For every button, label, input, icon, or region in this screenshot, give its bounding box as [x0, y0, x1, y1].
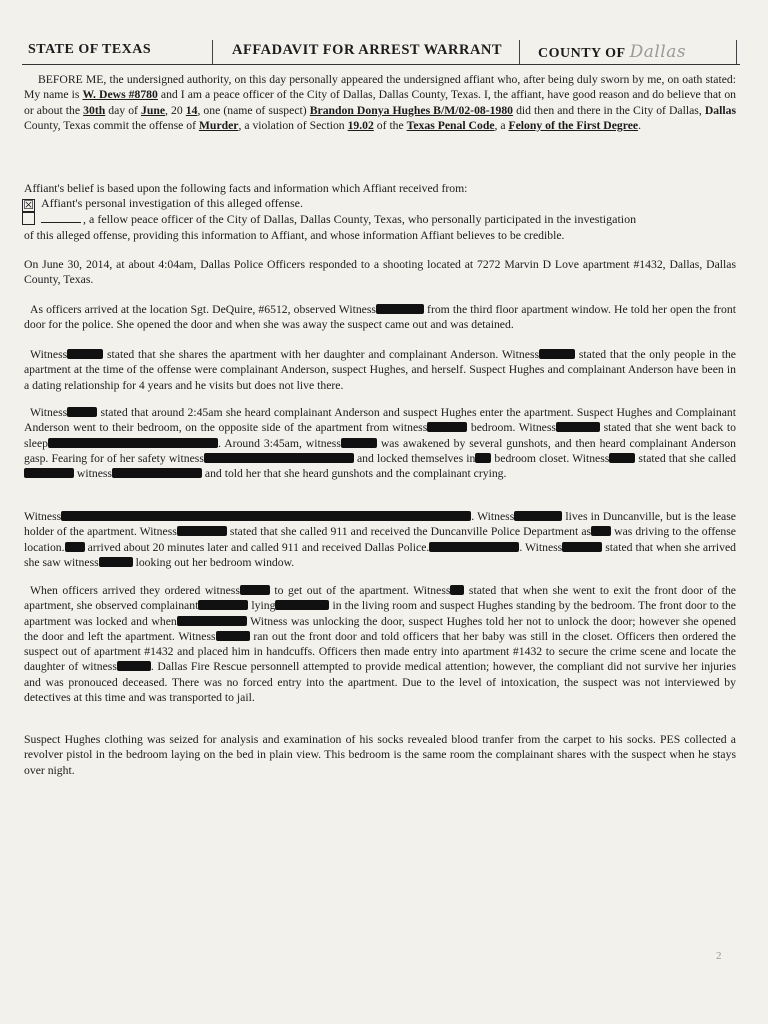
text: witness [74, 467, 112, 481]
page-number: 2 [716, 950, 722, 962]
redaction-bar [204, 453, 354, 463]
redaction-bar [609, 453, 635, 463]
paragraph-lease-holder [24, 509, 736, 570]
penal-section: 19.02 [347, 118, 374, 132]
text: from the third floor apartment window. He told her open the front door for the police. She opened the door and when she was away the suspect came out and was detained. [24, 303, 736, 332]
text: Witness [30, 348, 68, 361]
intro-paragraph [24, 72, 736, 133]
felony-degree: Felony of the First Degree [508, 118, 639, 132]
text: stated that the only people in the apartment at the time of the offense were complainant Anderson, suspect Hughes, and herself. Suspect Hughes and complainant Anderson have been in a dating relationship for 4 years and he visits but does not live there. [24, 348, 736, 392]
text: stated that when she went to exit the front door of the apartment, she observed complainant [24, 584, 736, 613]
text: and locked themselves in [353, 451, 476, 465]
intro-text: , 20 [165, 103, 186, 117]
redaction-bar [427, 422, 467, 432]
intro-text: day of [105, 103, 141, 117]
intro-text: of the [373, 118, 407, 132]
option-label: Affiant's personal investigation of this alleged offense. [41, 196, 303, 210]
redaction-bar [275, 600, 329, 610]
text: stated that when she arrived she saw witness [24, 540, 736, 569]
text: Witness [24, 510, 62, 523]
intro-text: and I am a peace officer of the City of Dallas, Dallas County, Texas. I, the affiant, have good reason and do believe that on or about the [24, 88, 737, 117]
text: bedroom closet. Witness [491, 451, 610, 465]
intro-text: , a violation of Section [238, 118, 348, 132]
redaction-bar [556, 422, 600, 432]
redaction-bar [24, 468, 74, 478]
officer-name-blank [41, 212, 81, 223]
redaction-bar [177, 526, 227, 536]
redaction-bar [65, 542, 85, 552]
header-divider [736, 40, 737, 64]
header-divider [519, 40, 520, 64]
offense-month: June [140, 103, 166, 117]
document-header [22, 40, 740, 66]
text: was awakened by several gunshots, and then heard complainant Anderson gasp. Fearing for of her safety witness [24, 436, 736, 465]
intro-text: , a [494, 118, 509, 132]
text: lying [248, 599, 276, 613]
text: lives in Duncanville, but is the lease holder of the apartment. Witness [24, 510, 736, 539]
redaction-bar [475, 453, 491, 463]
county-label: COUNTY OF [538, 46, 626, 61]
text: . Witness [519, 540, 563, 554]
redaction-bar [514, 511, 562, 521]
redaction-bar [48, 438, 218, 448]
redaction-bar [562, 542, 602, 552]
redaction-bar [117, 661, 151, 671]
offense-year: 14 [185, 103, 198, 117]
redaction-bar [341, 438, 377, 448]
redaction-bar [99, 557, 133, 567]
text: . Dallas Fire Rescue personnell attempted to provide medical attention; however, the compliant did not survive her injuries and was pronouced deceased. There was no forced entry into the apartment. Due to the level of intoxication, the suspect was not interviewed by detectives at this time and was transported to jail. [24, 660, 737, 705]
redaction-bar [112, 468, 202, 478]
text: stated that she went back to sleep [24, 421, 736, 450]
text: stated that she shares the apartment with her daughter and complainant Anderson. Witness [103, 348, 540, 361]
intro-text: . [638, 118, 642, 132]
penal-code: Texas Penal Code [406, 118, 495, 132]
document-title: AFFADAVIT FOR ARREST WARRANT [232, 42, 503, 58]
redaction-bar [67, 349, 103, 359]
belief-option-personal [22, 196, 303, 212]
redaction-bar [177, 616, 247, 626]
belief-option-officer [22, 212, 636, 227]
suspect-name: Brandon Donya Hughes B/M/02-08-1980 [309, 103, 514, 117]
redaction-bar [61, 511, 471, 521]
checkbox-empty-icon[interactable] [22, 212, 35, 225]
header-rule [22, 64, 740, 65]
text: stated that she called 911 and received the Duncanville Police Department as [226, 525, 592, 539]
text: . Witness [471, 510, 515, 523]
text: Witness was unlocking the door, suspect Hughes told her not to unlock the door; however she opened the door and left the apartment. Witness [24, 614, 736, 643]
redaction-bar [429, 542, 519, 552]
option-label: , a fellow peace officer of the City of Dallas, Dallas County, Texas, who personally participated in the investigation [83, 212, 637, 226]
offense-county: Dallas [704, 103, 736, 117]
county-field [538, 42, 686, 62]
redaction-bar [376, 304, 424, 314]
redaction-bar [216, 631, 250, 641]
text: . Around 3:45am, witness [218, 436, 341, 450]
officer-name: W. Dews #8780 [82, 88, 158, 102]
intro-text: BEFORE ME, the undersigned authority, on this day personally appeared the undersigned affiant who, after being duly sworn by me, on oath stated: My name is [24, 73, 736, 102]
intro-text: County, Texas commit the offense of [24, 118, 199, 132]
text: bedroom. Witness [467, 421, 556, 435]
redaction-bar [591, 526, 611, 536]
redaction-bar [450, 585, 464, 595]
paragraph-officers-arrive [24, 583, 736, 705]
intro-text: did then and there in the City of Dallas, [513, 103, 705, 117]
text: stated that she called [635, 451, 736, 465]
text: Witness [30, 406, 68, 419]
paragraph-evidence: Suspect Hughes clothing was seized for analysis and examination of his socks revealed blood tranfer from the carpet to his socks. PES collected a revolver pistol in the bedroom laying on the bed in plain view. This bedroom is the same room the complainant shares with the suspect when he stays over night. [24, 733, 736, 777]
paragraph-timeline [24, 405, 736, 481]
text: stated that around 2:45am she heard complainant Anderson and suspect Hughes enter the apartment. Suspect Hughes and Complainant Anderson went to their bedroom, on the opposite side of the apartment from witness [24, 406, 736, 435]
text: As officers arrived at the location Sgt. DeQuire, #6512, observed Witness [30, 303, 376, 316]
belief-lead: Affiant's belief is based upon the following facts and information which Affiant received from: [24, 182, 468, 195]
checkbox-checked-icon[interactable]: ☒ [23, 198, 34, 212]
county-handwritten-value: Dallas [629, 42, 687, 62]
paragraph-arrival [24, 302, 736, 333]
redaction-bar [198, 600, 248, 610]
redaction-bar [240, 585, 270, 595]
text: to get out of the apartment. Witness [269, 584, 451, 597]
redaction-bar [539, 349, 575, 359]
text: arrived about 20 minutes later and called 911 and received Dallas Police. [84, 540, 430, 554]
text: was driving to the offense location. [24, 525, 736, 554]
header-divider [212, 40, 213, 64]
intro-text: , one (name of suspect) [197, 103, 310, 117]
text: in the living room and suspect Hughes standing by the bedroom. The front door to the apartment was locked and when [24, 599, 736, 628]
text: When officers arrived they ordered witness [30, 584, 240, 597]
paragraph-response: On June 30, 2014, at about 4:04am, Dallas Police Officers responded to a shooting located at 7272 Marvin D Love apartment #1432, Dallas, Dallas County, Texas. [24, 258, 736, 287]
belief-option-continued: of this alleged offense, providing this information to Affiant, and whose information Affiant believes to be credible. [24, 229, 565, 242]
redaction-bar [67, 407, 97, 417]
offense-name: Murder [198, 118, 239, 132]
state-label: STATE OF TEXAS [28, 42, 152, 57]
text: looking out her bedroom window. [132, 555, 295, 569]
paragraph-witness-statement [24, 347, 736, 393]
text: and told her that she heard gunshots and the complainant crying. [201, 467, 507, 481]
offense-day: 30th [83, 103, 106, 117]
text: ran out the front door and told officers that her baby was still in the closet. Officers then ordered the suspect out of apartment #1432 and placed him in handcuffs. Officers then made entry into apartment #1432 to secure the crime scene and locate the daughter of witness [24, 629, 736, 674]
